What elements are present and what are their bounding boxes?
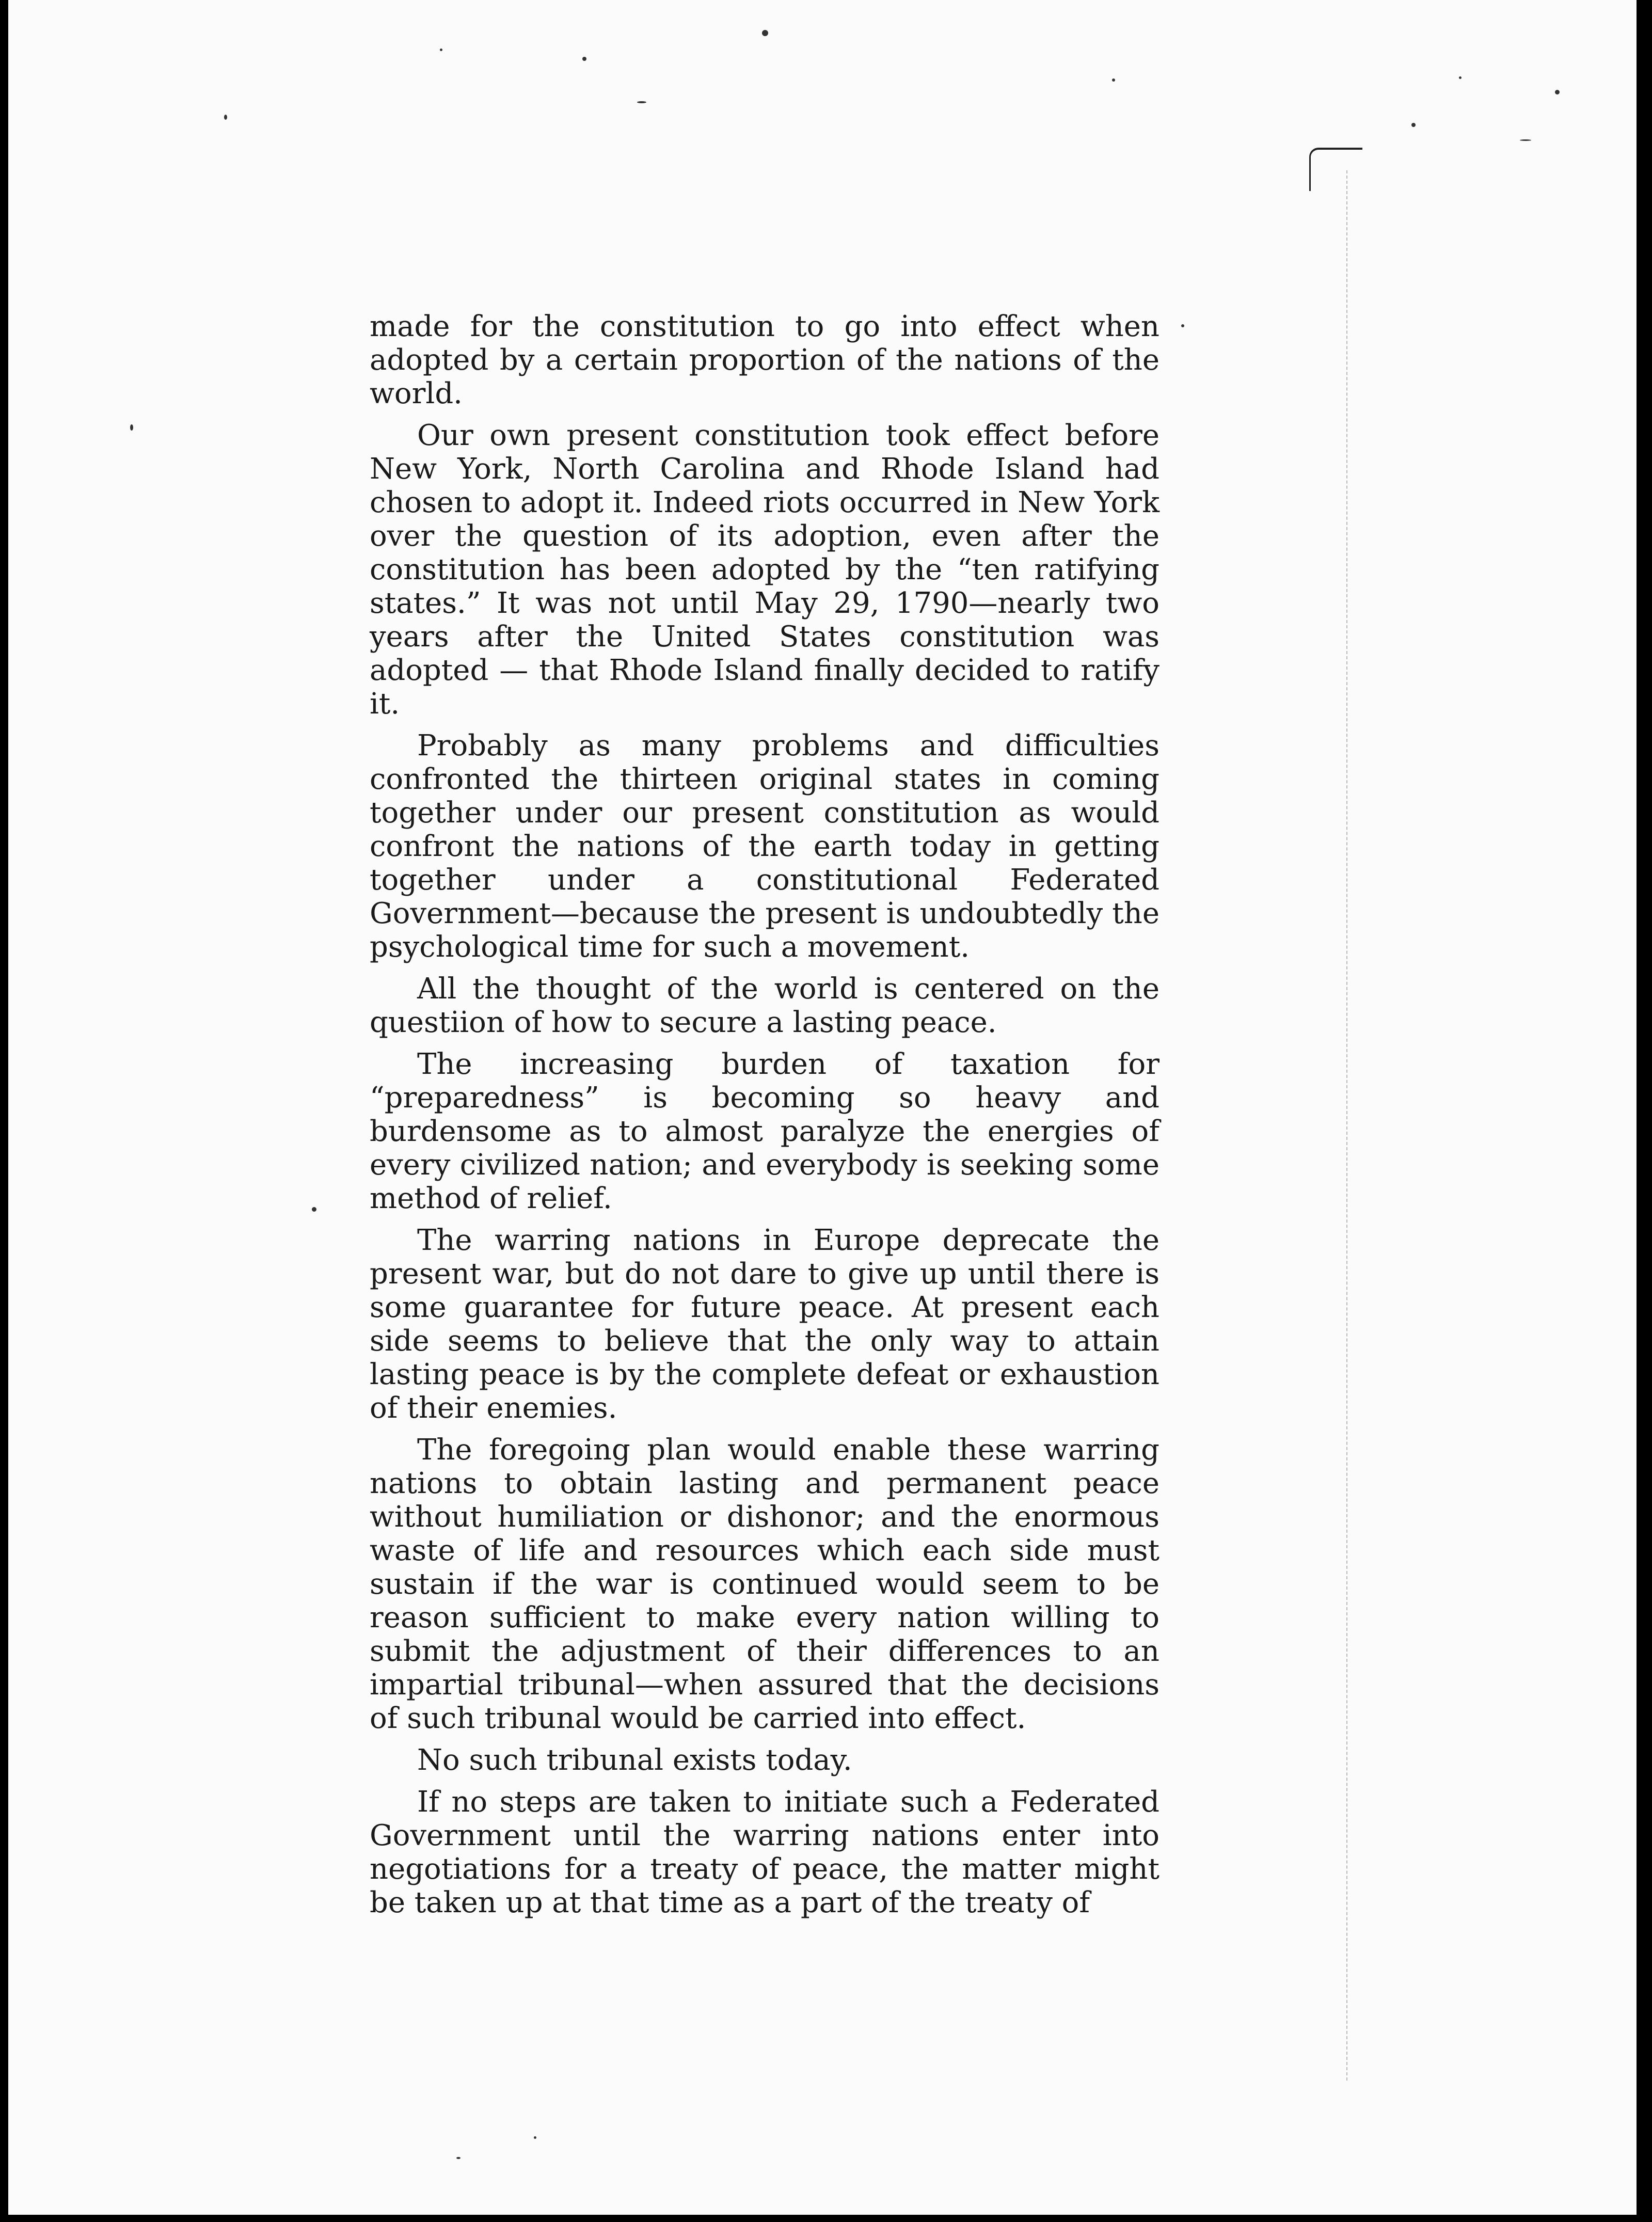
paragraph-9: If no steps are taken to initiate such a Federated Government until the warring nations enter into negotiations for a treaty of peace, the matter might be taken up at that time as a part of the treaty of xyxy=(370,1785,1159,1919)
corner-mark xyxy=(1309,148,1362,191)
paragraph-3: Probably as many problems and difficulties confronted the thirteen original states in coming together under our present constitution as would confront the nations of the earth today in getting together under a constitutional Federated Government—because the present is undoubtedly the psychological time for such a movement. xyxy=(370,729,1159,964)
scan-speck xyxy=(456,2157,460,2159)
scan-speck xyxy=(1459,76,1462,79)
scan-speck xyxy=(1181,324,1184,327)
scan-edge-line xyxy=(1346,170,1348,2081)
scan-speck xyxy=(1112,78,1115,82)
scan-speck xyxy=(440,49,442,51)
paragraph-6: The warring nations in Europe deprecate the present war, but do not dare to give up until there is some guarantee for future peace. At present each side seems to believe that the only way to attain lasting peace is by the complete defeat or exhaustion of their enemies. xyxy=(370,1224,1159,1425)
scan-speck xyxy=(224,115,227,120)
scan-speck xyxy=(130,424,133,431)
paragraph-1: made for the constitution to go into effect when adopted by a certain proportion of the nations of the world. xyxy=(370,310,1159,410)
document-body xyxy=(370,310,1159,1928)
paragraph-5: The increasing burden of taxation for “preparedness” is becoming so heavy and burdensome as to almost paralyze the energies of every civilized nation; and everybody is seeking some method of relief. xyxy=(370,1047,1159,1215)
paragraph-2: Our own present constitution took effect before New York, North Carolina and Rhode Island had chosen to adopt it. Indeed riots occurred in New York over the question of its adoption, even after the constitution has been adopted by the “ten ratifying states.” It was not until May 29, 1790—nearly two years after the United States constitution was adopted — that Rhode Island finally decided to ratify it. xyxy=(370,419,1159,721)
scan-speck xyxy=(1411,123,1416,127)
scan-speck xyxy=(1520,139,1531,141)
scan-speck xyxy=(582,57,586,61)
scan-speck xyxy=(637,101,646,103)
paragraph-7: The foregoing plan would enable these warring nations to obtain lasting and permanent peace without humiliation or dishonor; and the enormous waste of life and resources which each side must sustain if the war is continued would seem to be reason sufficient to make every nation willing to submit the adjustment of their differences to an impartial tribunal—when assured that the decisions of such tribunal would be carried into effect. xyxy=(370,1433,1159,1735)
scan-speck xyxy=(762,30,768,36)
paragraph-8: No such tribunal exists today. xyxy=(417,1743,852,1777)
scanned-page xyxy=(8,0,1637,2215)
scan-speck xyxy=(534,2136,536,2139)
scan-speck xyxy=(312,1207,316,1212)
paragraph-4: All the thought of the world is centered on the questiion of how to secure a lasting peace. xyxy=(370,972,1159,1039)
scan-speck xyxy=(1555,90,1560,94)
